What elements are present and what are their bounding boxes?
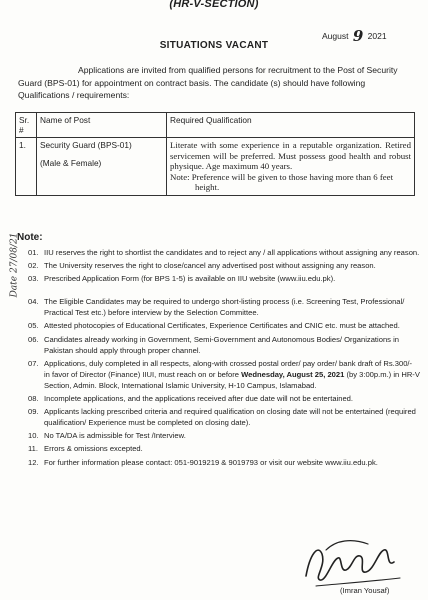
header-post-name: Name of Post [37,113,167,138]
date-year: 2021 [367,31,387,41]
cell-qualification [167,138,415,196]
note-number: 10. [28,431,39,441]
note-text: Candidates already working in Government, Semi-Government and Autonomous Bodies/ Organizations in Pakistan should apply through proper channel. [44,334,399,355]
header-sr: Sr. # [16,113,37,138]
note-number: 07. [28,358,39,368]
note-text: For further information please contact: 051-9019219 & 9019793 or visit our website www.iiu.edu.pk. [44,457,378,467]
note-text: No TA/DA is admissible for Test /Interview. [44,431,186,441]
note-number: 05. [28,321,39,331]
note-text: Attested photocopies of Educational Certificates, Experience Certificates and CNIC etc. must be attached. [44,321,400,331]
note-text: Applicants lacking prescribed criteria and required qualification on closing date will not be entertained (required qualification/ Experience must be completed on closing date). [44,407,416,428]
date-month: August [322,31,349,41]
cell-sr: 1. [16,138,37,196]
signature-icon [296,532,406,592]
list-item [28,443,420,454]
notes-list [28,247,420,470]
note-text-part: Applications, duly completed in all respects, along-with crossed postal order/ pay order/ bank draft of Rs.300/- in favor of Director (Finance) IIUI, must reach on or before [44,358,413,379]
list-item [28,457,420,468]
note-number: 03. [28,274,39,284]
note-number: 01. [28,248,39,257]
note-text: IIU reserves the right to shortlist the candidates and to reject any / all applications without assigning any reason. [44,248,420,257]
note-text: The University reserves the right to close/cancel any advertised post without assigning any reason. [44,261,376,271]
note-text: Incomplete applications, and the applications received after due date will not be entertained. [44,394,354,404]
note-number: 06. [28,334,39,344]
list-item [28,260,420,271]
notes-heading: Note: [17,232,43,243]
list-item [28,334,420,356]
note-number: 09. [28,407,39,417]
list-item [28,247,420,258]
intro-paragraph: Applications are invited from qualified persons for recruitment to the Post of Security Guard (BPS-01) for appointment on contract basis. The candidate (s) should have following Qualifications / requirements: [18,65,398,100]
table-header-row [16,113,415,138]
section-header: (HR-V-SECTION) [169,0,259,10]
note-number: 08. [28,394,39,404]
table-row [16,138,415,196]
list-item [28,358,420,391]
note-text: Errors & omissions excepted. [44,444,143,454]
qualification-text: Literate with some experience in a reputable organization. Retired servicemen will be preferred. Must possess good health and robust physique. Age maximum 40 years. [170,140,411,171]
posts-table [15,112,415,196]
post-title: Security Guard (BPS-01) [40,140,132,150]
date-day-handwritten: 9 [352,27,364,45]
list-item [28,393,420,404]
list-item [28,296,420,318]
note-number: 04. [28,297,39,307]
cell-post [37,138,167,196]
note-text: The Eligible Candidates may be required to undergo short-listing process (i.e. Screening Test, Professional/ Practical Test etc.) before interview by the Selection Committee. [44,297,405,318]
page-title: SITUATIONS VACANT [159,40,269,51]
note-text-part: (by 3:00p.m.) in HR-V Section, Admin. Block, International Islamic University, H-10 Campus, Islamabad. [44,369,420,390]
list-item [28,406,420,428]
note-text [44,358,420,391]
header-qualification: Required Qualification [167,113,415,138]
list-item [28,430,420,441]
note-number: 11. [28,444,38,454]
note-number: 12. [28,457,39,467]
list-item [28,273,420,284]
list-item [28,320,420,331]
note-number: 02. [28,261,39,271]
deadline-date: Wednesday, August 25, 2021 [241,369,345,379]
margin-stamp-text: Date 27/08/21 [9,232,20,298]
post-gender-note: (Male & Female) [40,158,102,168]
qualification-note: Note: Preference will be given to those having more than 6 feet height. [170,171,394,192]
note-text: Prescribed Application Form (for BPS 1-5) is available on IIU website (www.iiu.edu.pk). [44,274,336,284]
signer-name: (Imran Yousaf) [340,586,390,595]
